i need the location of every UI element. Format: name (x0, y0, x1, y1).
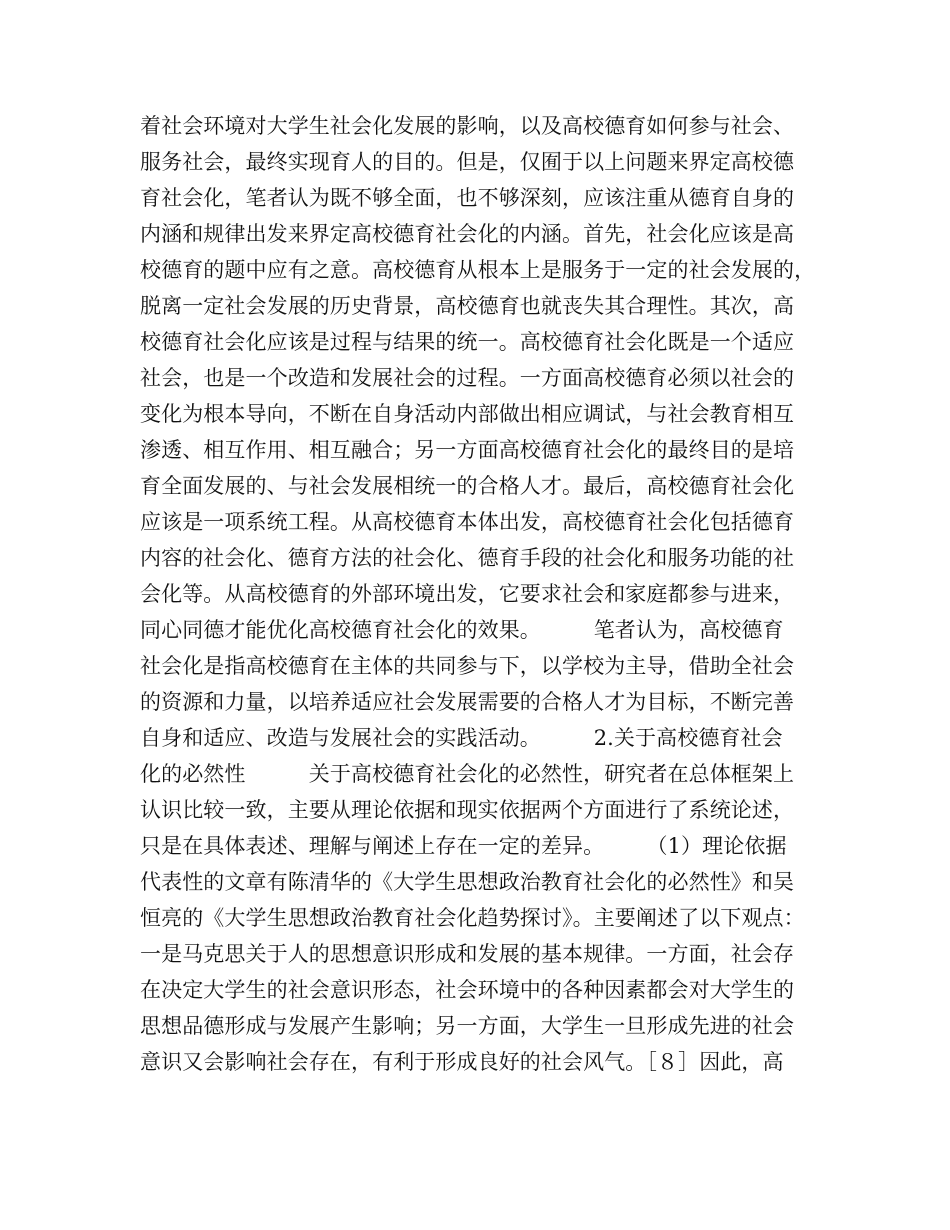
text-line-20: 认识比较一致，主要从理论依据和现实依据两个方面进行了系统论述， (140, 798, 795, 822)
text-line-27: 意识又会影响社会存在，有利于形成良好的社会风气。［８］因此，高 (140, 1050, 784, 1074)
text-line-6: 脱离一定社会发展的历史背景，高校德育也就丧失其合理性。其次，高 (140, 294, 795, 318)
text-line-3: 育社会化，笔者认为既不够全面，也不够深刻，应该注重从德育自身的 (140, 186, 795, 210)
text-line-1: 着社会环境对大学生社会化发展的影响，以及高校德育如何参与社会、 (140, 114, 795, 138)
text-line-16: 社会化是指高校德育在主体的共同参与下，以学校为主导，借助全社会 (140, 654, 795, 678)
text-line-4: 内涵和规律出发来界定高校德育社会化的内涵。首先，社会化应该是高 (140, 222, 795, 246)
text-line-21: 只是在具体表述、理解与阐述上存在一定的差异。 （1）理论依据 (140, 834, 787, 858)
text-line-25: 在决定大学生的社会意识形态，社会环境中的各种因素都会对大学生的 (140, 978, 795, 1002)
text-line-8: 社会，也是一个改造和发展社会的过程。一方面高校德育必须以社会的 (140, 366, 795, 390)
text-line-9: 变化为根本导向，不断在自身活动内部做出相应调试，与社会教育相互 (140, 402, 795, 426)
text-line-12: 应该是一项系统工程。从高校德育本体出发，高校德育社会化包括德育 (140, 510, 795, 534)
text-line-7: 校德育社会化应该是过程与结果的统一。高校德育社会化既是一个适应 (140, 330, 795, 354)
text-line-26: 思想品德形成与发展产生影响；另一方面，大学生一旦形成先进的社会 (140, 1014, 795, 1038)
text-line-13: 内容的社会化、德育方法的社会化、德育手段的社会化和服务功能的社 (140, 546, 795, 570)
text-line-14: 会化等。从高校德育的外部环境出发，它要求社会和家庭都参与进来， (140, 582, 795, 606)
text-line-10: 渗透、相互作用、相互融合；另一方面高校德育社会化的最终目的是培 (140, 438, 795, 462)
text-line-22: 代表性的文章有陈清华的《大学生思想政治教育社会化的必然性》和吴 (140, 870, 795, 894)
text-line-19: 化的必然性 关于高校德育社会化的必然性，研究者在总体框架上 (140, 762, 795, 786)
text-line-23: 恒亮的《大学生思想政治教育社会化趋势探讨》。主要阐述了以下观点： (140, 906, 805, 930)
text-line-17: 的资源和力量，以培养适应社会发展需要的合格人才为目标，不断完善 (140, 690, 795, 714)
text-line-24: 一是马克思关于人的思想意识形成和发展的基本规律。一方面，社会存 (140, 942, 795, 966)
text-line-15: 同心同德才能优化高校德育社会化的效果。 笔者认为，高校德育 (140, 618, 784, 642)
text-line-2: 服务社会，最终实现育人的目的。但是，仅囿于以上问题来界定高校德 (140, 150, 795, 174)
body-text (140, 108, 820, 1080)
text-line-11: 育全面发展的、与社会发展相统一的合格人才。最后，高校德育社会化 (140, 474, 795, 498)
text-line-18: 自身和适应、改造与发展社会的实践活动。 2.关于高校德育社会 (140, 726, 783, 750)
text-line-5: 校德育的题中应有之意。高校德育从根本上是服务于一定的社会发展的， (140, 258, 816, 282)
